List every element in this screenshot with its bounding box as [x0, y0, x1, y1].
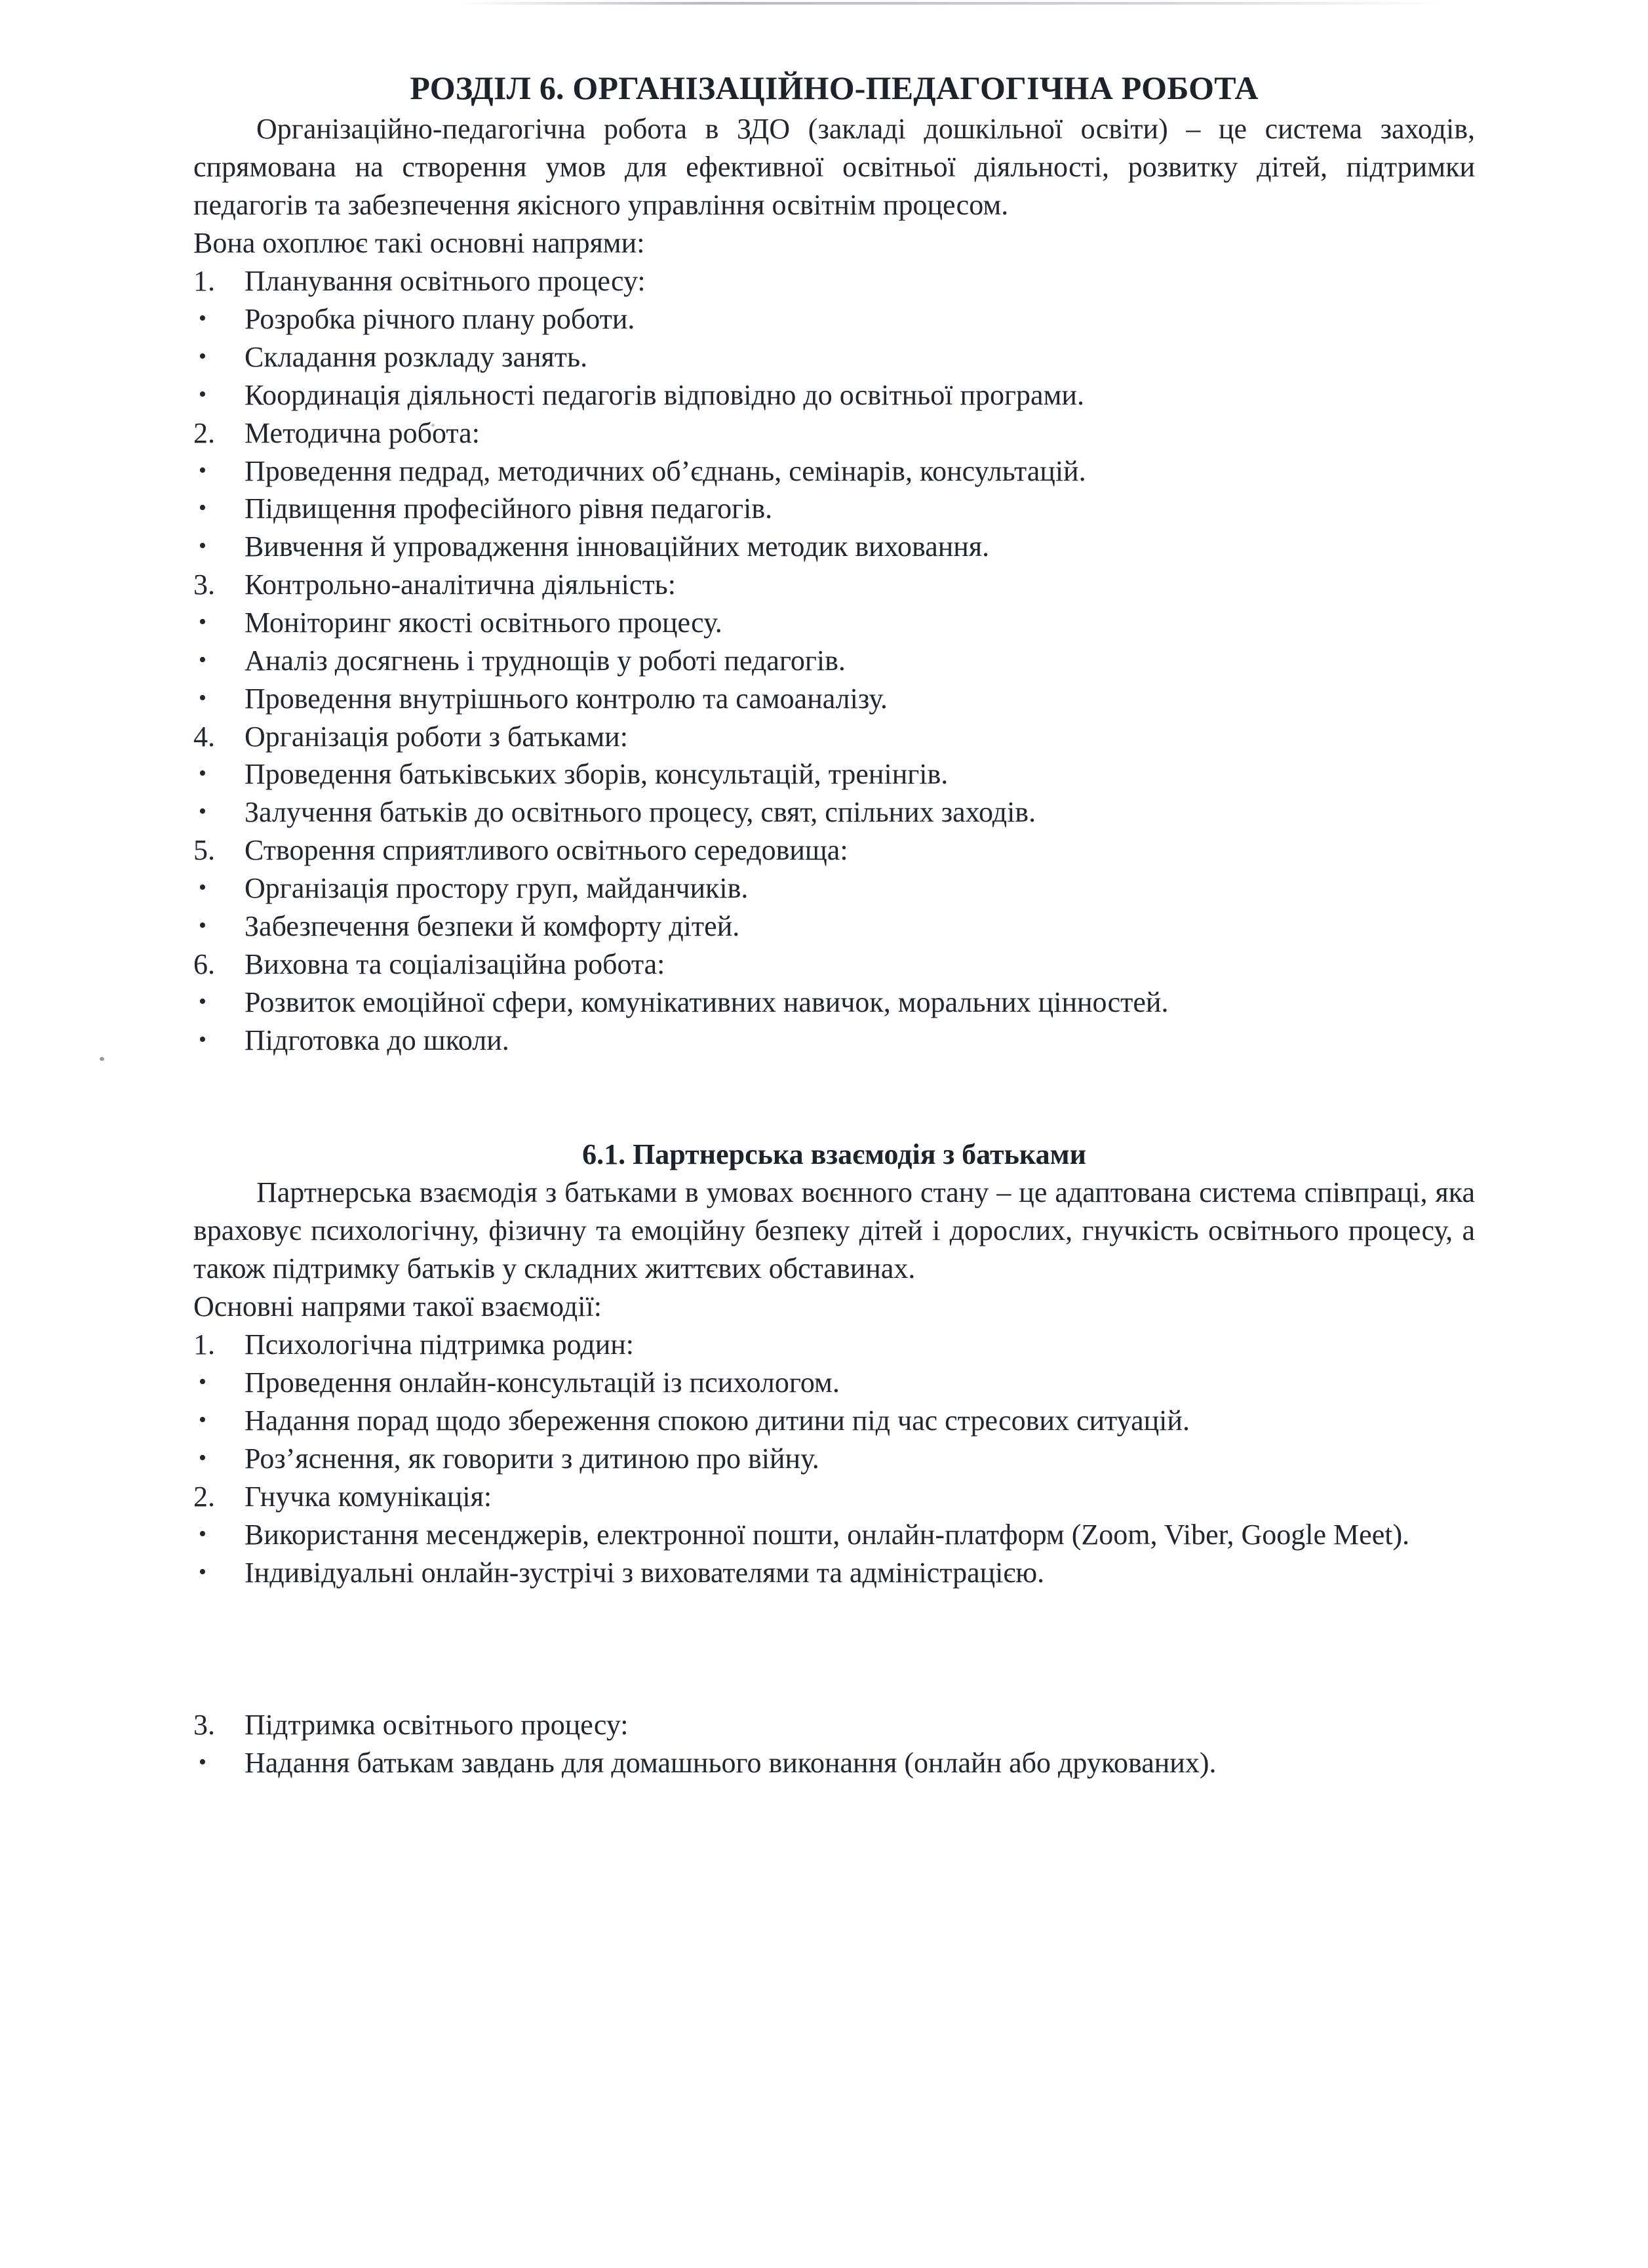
list-number: 4. — [193, 720, 215, 753]
list-item — [193, 1554, 1475, 1592]
list-item-label: Використання месенджерів, електронної пошти, онлайн-платформ (Zoom, Viber, Google Meet). — [245, 1518, 1410, 1551]
list-item — [193, 1516, 1475, 1554]
bullet-icon: • — [199, 1521, 206, 1546]
list-item — [193, 642, 1475, 680]
list-item-label: Розробка річного плану роботи. — [245, 303, 635, 336]
list-item-label: Надання порад щодо збереження спокою дитини під час стресових ситуацій. — [245, 1404, 1190, 1437]
document-body — [193, 69, 1475, 1782]
list-item — [193, 907, 1475, 945]
intro-paragraph: Організаційно-педагогічна робота в ЗДО (закладі дошкільної освіти) – це система заходів, спрямована на створення умов для ефективної освітньої діяльності, розвитку дітей, підтримки педагогів та забезпечення якісного управління освітнім процесом. — [193, 113, 1475, 222]
list-item — [193, 984, 1475, 1022]
bullet-icon: • — [199, 799, 206, 824]
list-item-label: Вивчення й упровадження інноваційних методик виховання. — [245, 530, 990, 563]
list-item-label: Проведення педрад, методичних об’єднань, семінарів, консультацій. — [245, 454, 1086, 487]
list-item-label: Виховна та соціалізаційна робота: — [245, 947, 665, 980]
list-number: 6. — [193, 947, 215, 980]
list-item — [193, 1440, 1475, 1478]
list-item — [193, 831, 1475, 869]
list-item — [193, 528, 1475, 566]
bullet-icon: • — [199, 1408, 206, 1433]
list-item — [193, 376, 1475, 414]
list-item — [193, 338, 1475, 376]
list-item — [193, 945, 1475, 984]
bullet-icon: • — [199, 1446, 206, 1471]
list-item-label: Моніторинг якості освітнього процесу. — [245, 607, 722, 639]
list-number: 1. — [193, 265, 215, 298]
list-item-label: Розвиток емоційної сфери, комунікативних навичок, моральних цінностей. — [245, 985, 1169, 1018]
list-item-label: Планування освітнього процесу: — [245, 265, 646, 298]
list-item-label: Гнучка комунікація: — [245, 1480, 492, 1513]
list-item-label: Надання батькам завдань для домашнього виконання (онлайн або друкованих). — [245, 1747, 1217, 1780]
list-item — [193, 1402, 1475, 1440]
list-item — [193, 452, 1475, 490]
bullet-icon: • — [199, 647, 206, 672]
list-item — [193, 793, 1475, 831]
list-item — [193, 300, 1475, 338]
list-item — [193, 566, 1475, 604]
list-item — [193, 1478, 1475, 1516]
bullet-icon: • — [199, 382, 206, 407]
list-item-label: Створення сприятливого освітнього середовища: — [245, 834, 848, 867]
list-item-label: Психологічна підтримка родин: — [245, 1328, 635, 1361]
bullet-icon: • — [199, 685, 206, 710]
list-item-label: Організація роботи з батьками: — [245, 720, 628, 753]
list-item-label: Підготовка до школи. — [245, 1024, 509, 1056]
list-item-label: Забезпечення безпеки й комфорту дітей. — [245, 909, 740, 942]
list-number: 2. — [193, 1480, 215, 1513]
list-item-label: Залучення батьків до освітнього процесу, свят, спільних заходів. — [245, 796, 1036, 829]
list-number: 5. — [193, 834, 215, 867]
list-item — [193, 1744, 1475, 1782]
bullet-icon: • — [199, 913, 206, 938]
page-break-spacer — [193, 1591, 1475, 1706]
list-item — [193, 869, 1475, 907]
bullet-icon: • — [199, 1027, 206, 1052]
list-item-label: Роз’яснення, як говорити з дитиною про війну. — [245, 1442, 819, 1475]
bullet-icon: • — [199, 1750, 206, 1775]
list-item — [193, 1022, 1475, 1060]
list-item-label: Проведення онлайн-консультацій із психологом. — [245, 1366, 840, 1399]
subsection-title: 6.1. Партнерська взаємодія з батьками — [582, 1138, 1086, 1171]
bullet-icon: • — [199, 1370, 206, 1395]
list-item-label: Методична робота: — [245, 416, 480, 449]
bullet-icon: • — [199, 1559, 206, 1584]
list-item — [193, 262, 1475, 300]
bullet-icon: • — [199, 458, 206, 483]
list-item-label: Організація простору груп, майданчиків. — [245, 872, 749, 905]
list-number: 3. — [193, 568, 215, 601]
list-item — [193, 1364, 1475, 1402]
scan-speck — [100, 1057, 104, 1061]
section-spacer — [193, 1059, 1475, 1138]
bullet-icon: • — [199, 989, 206, 1014]
list-item-label: Проведення внутрішнього контролю та самоаналізу. — [245, 682, 888, 715]
bullet-icon: • — [199, 761, 206, 786]
bullet-icon: • — [199, 344, 206, 369]
list-item-label: Контрольно-аналітична діяльність: — [245, 568, 676, 601]
list-item-label: Складання розкладу занять. — [245, 341, 588, 374]
bullet-icon: • — [199, 875, 206, 900]
bullet-icon: • — [199, 306, 206, 331]
list-item-label: Проведення батьківських зборів, консультацій, тренінгів. — [245, 758, 949, 791]
list-number: 3. — [193, 1709, 215, 1741]
list-item — [193, 604, 1475, 642]
intro-lead: Вона охоплює такі основні напрями: — [193, 227, 645, 260]
list-item — [193, 414, 1475, 452]
bullet-icon: • — [199, 496, 206, 521]
list-item — [193, 680, 1475, 718]
page-title: РОЗДІЛ 6. ОРГАНІЗАЦІЙНО-ПЕДАГОГІЧНА РОБОТА — [410, 70, 1259, 106]
list-item — [193, 755, 1475, 793]
list-item-label: Підтримка освітнього процесу: — [245, 1709, 629, 1741]
subsection-paragraph: Партнерська взаємодія з батьками в умовах воєнного стану – це адаптована система співпраці, яка враховує психологічну, фізичну та емоційну безпеку дітей і дорослих, гнучкість освітнього процесу, а також підтримку батьків у складних життєвих обставинах. — [193, 1176, 1475, 1285]
list-item — [193, 1706, 1475, 1744]
list-item — [193, 490, 1475, 528]
list-item-label: Індивідуальні онлайн-зустрічі з вихователями та адміністрацією. — [245, 1556, 1045, 1589]
list-number: 2. — [193, 416, 215, 449]
list-item-label: Підвищення професійного рівня педагогів. — [245, 492, 773, 525]
bullet-icon: • — [199, 610, 206, 635]
list-item-label: Аналіз досягнень і труднощів у роботі педагогів. — [245, 644, 846, 677]
list-item-label: Координація діяльності педагогів відповідно до освітньої програми. — [245, 378, 1084, 411]
list-item — [193, 718, 1475, 756]
subsection-lead: Основні напрями такої взаємодії: — [193, 1290, 602, 1323]
list-item — [193, 1326, 1475, 1364]
scan-edge-artifact — [459, 2, 1442, 5]
bullet-icon: • — [199, 534, 206, 559]
list-number: 1. — [193, 1328, 215, 1361]
